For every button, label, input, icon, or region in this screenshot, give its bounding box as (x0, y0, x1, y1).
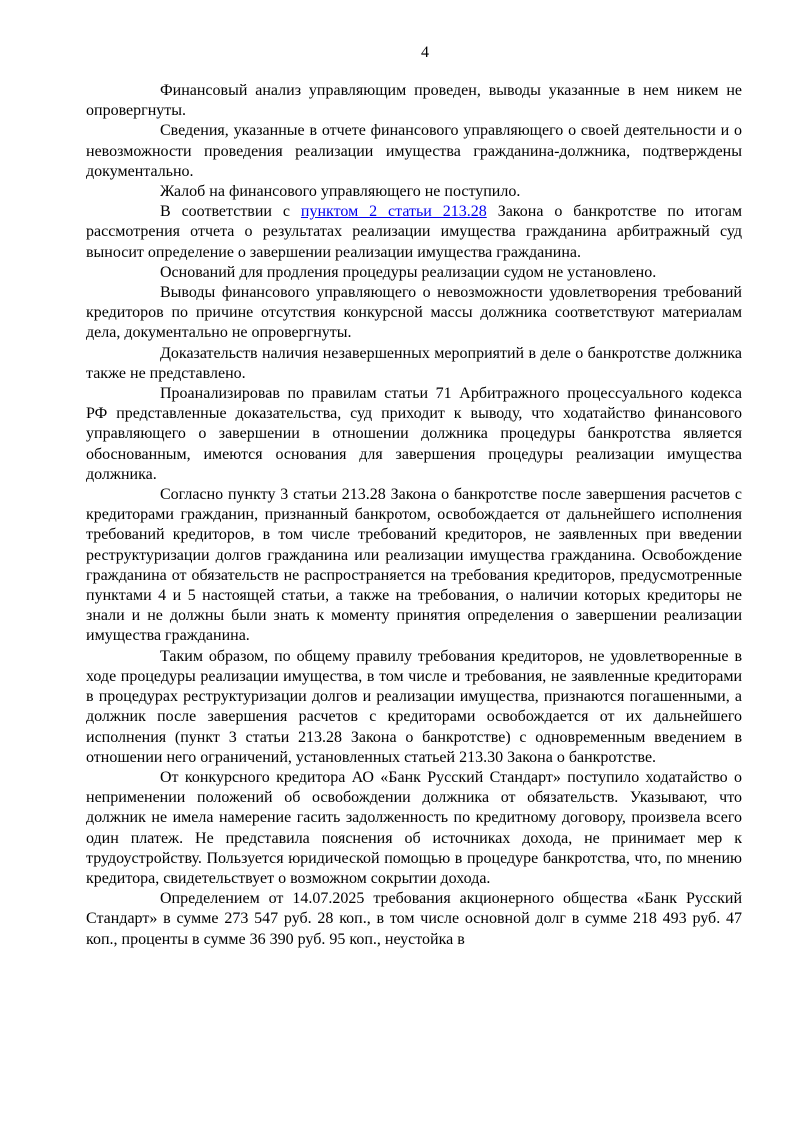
paragraph (86, 81, 742, 121)
paragraph-text: Закона о банкротстве по итогам рассмотрения отчета о результатах реализации имущества гражданина арбитражный суд выносит определение о завершении реализации имущества гражданина. (86, 203, 742, 261)
paragraph-text: Оснований для продления процедуры реализации судом не установлено. (160, 263, 657, 281)
page-number: 4 (421, 44, 429, 61)
paragraph-text: Жалоб на финансового управляющего не поступило. (160, 183, 521, 201)
paragraph (86, 647, 742, 768)
paragraph (86, 768, 742, 889)
paragraph (86, 263, 742, 283)
paragraph (86, 485, 742, 647)
paragraph (86, 182, 742, 202)
paragraph-text: Определением от 14.07.2025 требования акционерного общества «Банк Русский Стандарт» в сумме 273 547 руб. 28 коп., в том числе основной долг в сумме 218 493 руб. 47 коп., проценты в сумме 36 390 руб. 95 коп., неустойка в (86, 890, 742, 948)
paragraph (86, 889, 742, 950)
link-punkt-2-stati-213-28[interactable]: пунктом 2 статьи 213.28 (300, 203, 487, 221)
paragraph-text: Проанализировав по правилам статьи 71 Арбитражного процессуального кодекса РФ представленные доказательства, суд приходит к выводу, что ходатайство финансового управляющего о завершении в отношении должника процедуры банкротства является обоснованным, имеются основания для завершения процедуры реализации имущества должника. (86, 385, 742, 483)
document-body (86, 81, 742, 950)
paragraph (86, 344, 742, 384)
paragraph (86, 283, 742, 344)
paragraph (86, 384, 742, 485)
paragraph-text: В соответствии с (160, 203, 301, 221)
paragraph-text: Таким образом, по общему правилу требования кредиторов, не удовлетворенные в ходе процедуры реализации имущества, в том числе и требования, не заявленные кредиторами в процедурах реструктуризации долгов и реализации имущества, признаются погашенными, а должник после завершения расчетов с кредиторами освобождается от их дальнейшего исполнения (пункт 3 статьи 213.28 Закона о банкротстве) с одновременным введением в отношении него ограничений, установленных статьей 213.30 Закона о банкротстве. (86, 647, 742, 766)
paragraph-text: Финансовый анализ управляющим проведен, выводы указанные в нем никем не опровергнуты. (86, 82, 742, 120)
paragraph (86, 121, 742, 182)
paragraph (86, 202, 742, 263)
paragraph-text: Доказательств наличия незавершенных мероприятий в деле о банкротстве должника также не представлено. (86, 344, 742, 382)
paragraph-text: Сведения, указанные в отчете финансового управляющего о своей деятельности и о невозможности проведения реализации имущества гражданина-должника, подтверждены документально. (86, 122, 742, 180)
paragraph-text: От конкурсного кредитора АО «Банк Русский Стандарт» поступило ходатайство о неприменении положений об освобождении должника от обязательств. Указывают, что должник не имела намерение гасить задолженность по кредитному договору, произвела всего один платеж. Не представила пояснения об источниках дохода, не принимает мер к трудоустройству. Пользуется юридической помощью в процедуре банкротства, что, по мнению кредитора, свидетельствует о возможном сокрытии дохода. (86, 768, 742, 887)
paragraph-text: Выводы финансового управляющего о невозможности удовлетворения требований кредиторов по причине отсутствия конкурсной массы должника соответствуют материалам дела, документально не опровергнуты. (86, 284, 742, 342)
paragraph-text: Согласно пункту 3 статьи 213.28 Закона о банкротстве после завершения расчетов с кредиторами гражданин, признанный банкротом, освобождается от дальнейшего исполнения требований кредиторов, в том числе требований кредиторов, не заявленных при введении реструктуризации долгов гражданина или реализации имущества гражданина. Освобождение гражданина от обязательств не распространяется на требования кредиторов, предусмотренные пунктами 4 и 5 настоящей статьи, а также на требования, о наличии которых кредиторы не знали и не должны были знать к моменту принятия определения о завершении реализации имущества гражданина. (86, 486, 742, 645)
